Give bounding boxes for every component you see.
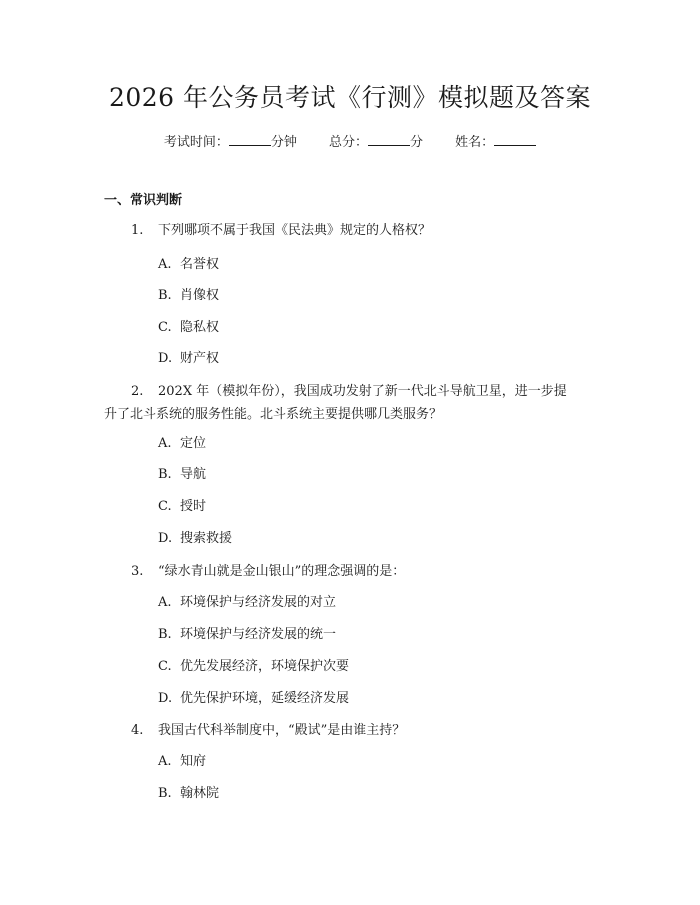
question-text-line-1: 202X 年（模拟年份），我国成功发射了新一代北斗导航卫星，进一步提 [158,384,567,399]
option-letter: D. [158,351,173,366]
document-title: 2026 年公务员考试《行测》模拟题及答案 [108,83,592,112]
option-letter: A. [158,257,172,272]
option-3b [158,625,336,645]
option-text: 环境保护与经济发展的对立 [180,595,337,610]
option-4a [158,752,206,772]
option-text: 优先保护环境，延缓经济发展 [180,691,350,706]
exam-meta [0,131,700,153]
option-letter: B. [158,627,172,642]
question-text: “绿水青山就是金山银山”的理念强调的是： [158,564,406,579]
option-letter: D. [158,531,173,546]
option-1b [158,286,219,306]
question-number: 2. [131,384,144,399]
option-text: 定位 [180,436,207,451]
exam-time-blank [229,131,271,146]
option-letter: C. [158,320,172,335]
option-letter: C. [158,659,172,674]
exam-time [164,131,297,153]
candidate-name [455,131,536,153]
option-letter: A. [158,754,172,769]
option-3d [158,689,349,709]
option-letter: A. [158,595,172,610]
question-2 [131,381,591,403]
total-score-unit: 分 [410,135,424,150]
option-letter: D. [158,691,173,706]
question-text: 我国古代科举制度中，“殿试”是由谁主持？ [158,723,406,738]
option-text: 搜索救援 [180,531,233,546]
question-number: 4. [131,723,144,738]
candidate-name-label: 姓名： [455,135,495,150]
option-text: 知府 [180,754,207,769]
option-1d [158,349,219,369]
question-1 [131,220,591,242]
option-2b [158,465,206,485]
question-text-line-2: 升了北斗系统的服务性能。北斗系统主要提供哪几类服务？ [104,407,443,422]
option-text: 翰林院 [180,786,220,801]
option-letter: B. [158,786,172,801]
question-3 [131,561,591,583]
total-score [329,131,423,153]
option-letter: B. [158,467,172,482]
option-text: 财产权 [180,351,220,366]
option-2c [158,497,206,517]
question-4 [131,720,591,742]
option-letter: A. [158,436,172,451]
candidate-name-blank [494,131,536,146]
question-number: 1. [131,223,144,238]
option-4b [158,784,219,804]
option-3a [158,593,336,613]
exam-time-unit: 分钟 [270,135,297,150]
question-text: 下列哪项不属于我国《民法典》规定的人格权？ [158,223,432,238]
option-2d [158,529,232,549]
option-2a [158,434,206,454]
total-score-blank [368,131,410,146]
exam-time-label: 考试时间： [163,135,229,150]
option-letter: C. [158,499,172,514]
option-letter: B. [158,288,172,303]
option-text: 授时 [180,499,207,514]
option-3c [158,657,349,677]
option-text: 隐私权 [180,320,220,335]
option-text: 名誉权 [180,257,220,272]
option-text: 肖像权 [180,288,220,303]
option-1a [158,255,219,275]
option-1c [158,318,219,338]
question-2-continued [104,404,594,426]
option-text: 优先发展经济，环境保护次要 [180,659,350,674]
question-number: 3. [131,564,144,579]
total-score-label: 总分： [328,135,368,150]
option-text: 导航 [180,467,207,482]
section-heading: 一、常识判断 [104,193,183,208]
option-text: 环境保护与经济发展的统一 [180,627,337,642]
